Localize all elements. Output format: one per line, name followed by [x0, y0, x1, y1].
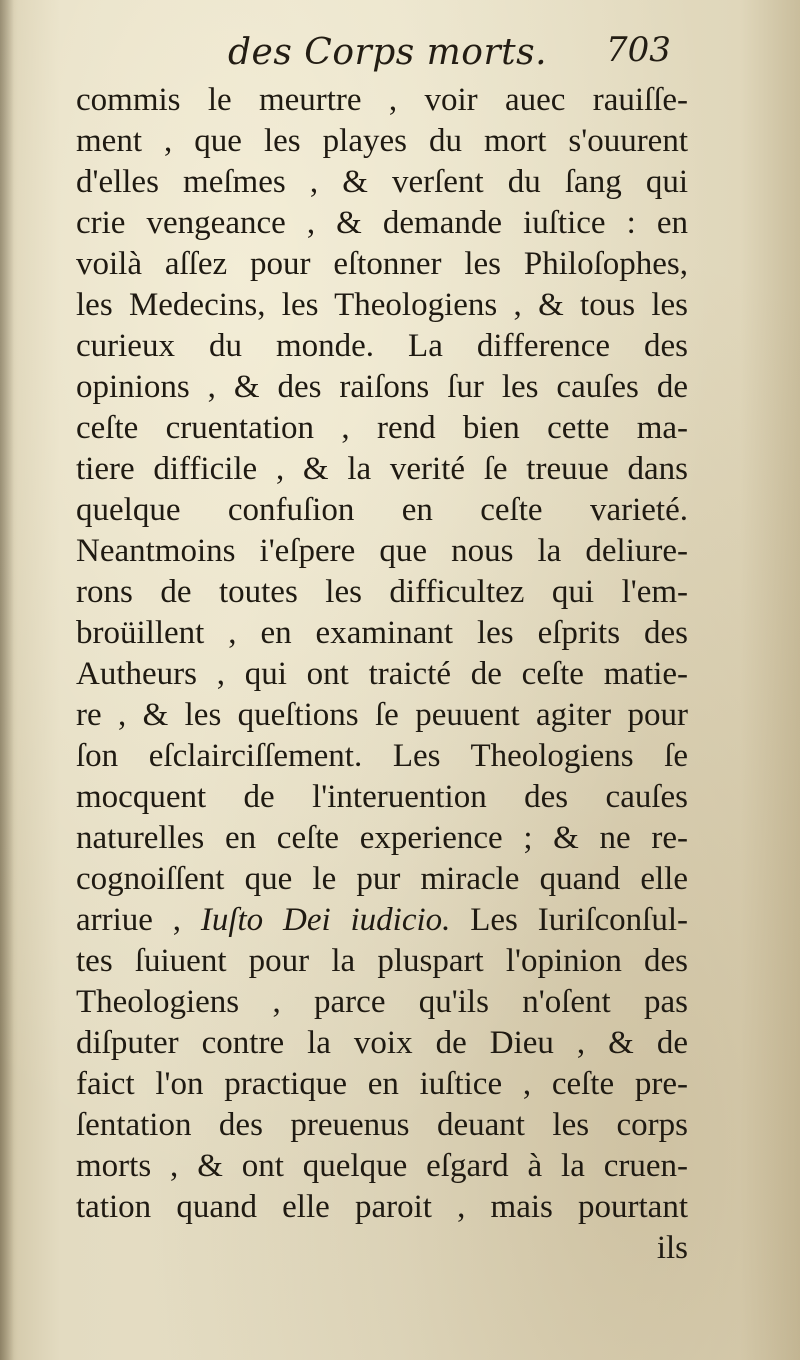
- text-line: naturelles en ceſte experience ; & ne re-: [76, 820, 688, 856]
- text-line: ſon eſclairciſſement. Les Theologiens ſe: [76, 738, 688, 774]
- text-line: curieux du monde. La difference des: [76, 328, 688, 364]
- line-text-after: Les Iuriſconſul-: [450, 902, 688, 938]
- text-line: diſputer contre la voix de Dieu , & de: [76, 1025, 688, 1061]
- text-line: ment , que les playes du mort s'ouurent: [76, 123, 688, 159]
- text-line: voilà aſſez pour eſtonner les Philoſophes,: [76, 246, 688, 282]
- text-line: quelque confuſion en ceſte varieté.: [76, 492, 688, 528]
- body-text: [76, 80, 688, 1269]
- text-line: crie vengeance , & demande iuſtice : en: [76, 205, 688, 241]
- text-line: opinions , & des raiſons ſur les cauſes de: [76, 369, 688, 405]
- text-line-with-latin: [76, 900, 688, 941]
- latin-phrase: Iuſto Dei iudicio.: [200, 902, 451, 938]
- page-number: 703: [606, 30, 671, 70]
- text-line: Neantmoins i'eſpere que nous la deliure-: [76, 533, 688, 569]
- text-line: tation quand elle paroit , mais pourtant: [76, 1189, 688, 1225]
- running-title: des Corps morts.: [228, 32, 548, 73]
- catchword: ils: [656, 1230, 688, 1266]
- text-line: rons de toutes les difficultez qui l'em-: [76, 574, 688, 610]
- line-text-before: arriue ,: [76, 902, 201, 938]
- text-line: Autheurs , qui ont traicté de ceſte matie-: [76, 656, 688, 692]
- text-line: ceſte cruentation , rend bien cette ma-: [76, 410, 688, 446]
- running-head: [0, 28, 800, 88]
- text-line: commis le meurtre , voir auec rauiſſe-: [76, 82, 688, 118]
- text-line: tes ſuiuent pour la pluspart l'opinion des: [76, 943, 688, 979]
- text-line: morts , & ont quelque eſgard à la cruen-: [76, 1148, 688, 1184]
- text-line: faict l'on practique en iuſtice , ceſte pre-: [76, 1066, 688, 1102]
- text-line: mocquent de l'interuention des cauſes: [76, 779, 688, 815]
- text-line: broüillent , en examinant les eſprits des: [76, 615, 688, 651]
- text-line: les Medecins, les Theologiens , & tous les: [76, 287, 688, 323]
- text-line: re , & les queſtions ſe peuuent agiter pour: [76, 697, 688, 733]
- text-line: d'elles meſmes , & verſent du ſang qui: [76, 164, 688, 200]
- text-line: Theologiens , parce qu'ils n'oſent pas: [76, 984, 688, 1020]
- text-line: tiere difficile , & la verité ſe treuue dans: [76, 451, 688, 487]
- text-line: ſentation des preuenus deuant les corps: [76, 1107, 688, 1143]
- gutter-shadow: [0, 0, 14, 1360]
- text-line: cognoiſſent que le pur miracle quand elle: [76, 861, 688, 897]
